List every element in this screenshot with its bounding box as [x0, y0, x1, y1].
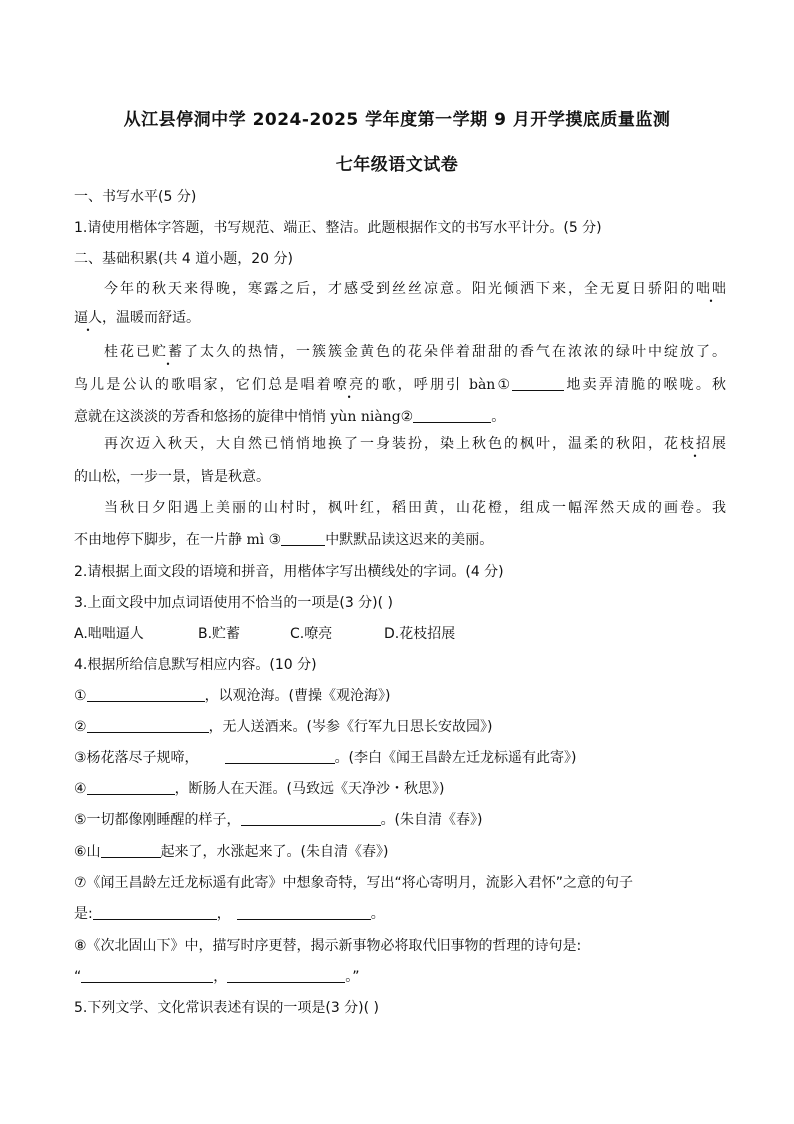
item-text: ① — [74, 688, 87, 704]
item-text: 。” — [345, 969, 360, 985]
answer-blank-3[interactable] — [281, 531, 325, 546]
passage-text: 鸟儿是公认的歌唱家，它们总是唱着 — [74, 377, 333, 393]
item-text: 起来了，水涨起来了。(朱自清《春》) — [160, 844, 389, 860]
question-5: 5.下列文学、文化常识表述有误的一项是(3 分)( ) — [74, 1000, 380, 1016]
passage-text: 的歌，呼朋引 bàn① — [365, 377, 513, 393]
answer-blank[interactable] — [101, 843, 161, 858]
item-text: 是: — [74, 906, 93, 922]
option-c[interactable]: C.嘹亮 — [290, 626, 333, 642]
passage-text: 今年的秋天来得晚，寒露之后，才感受到丝丝凉意。阳光倾洒下来，全无夏日骄阳的 — [104, 281, 696, 297]
passage-p2-line1 — [104, 342, 726, 362]
q4-item-1 — [74, 686, 734, 706]
passage-p2-line2 — [74, 375, 726, 395]
passage-p3-line1 — [104, 434, 726, 454]
option-b[interactable]: B.贮蓄 — [198, 626, 241, 642]
passage-text: 。 — [491, 409, 506, 425]
answer-blank[interactable] — [241, 811, 381, 826]
item-text: ⑥山 — [74, 844, 101, 860]
item-text: ， — [213, 969, 228, 985]
item-text: ② — [74, 719, 87, 735]
q4-item-7-line1: ⑦《闻王昌龄左迁龙标遥有此寄》中想象奇特，写出“将心寄明月，流影入君怀”之意的句子 — [74, 875, 634, 891]
q4-item-6 — [74, 842, 734, 862]
item-text: 。(朱自清《春》) — [380, 812, 483, 828]
passage-text: 地卖弄清脆的喉咙。秋 — [564, 377, 727, 393]
q4-item-7-line2 — [74, 904, 734, 924]
item-text: ⑤一切都像刚睡醒的样子， — [74, 812, 241, 828]
option-d[interactable]: D.花枝招展 — [384, 626, 456, 642]
item-text: ④ — [74, 781, 87, 797]
question-3-options — [74, 624, 734, 644]
answer-blank[interactable] — [237, 905, 371, 920]
passage-text: 意就在这淡淡的芳香和悠扬的旋律中悄悄 yùn niàng② — [74, 409, 414, 425]
q4-item-8-line1: ⑧《次北固山下》中，描写时序更替，揭示新事物必将取代旧事物的哲理的诗句是: — [74, 938, 582, 954]
passage-p4-line1: 当秋日夕阳遇上美丽的山村时，枫叶红，稻田黄，山花橙，组成一幅浑然天成的画卷。我 — [104, 500, 726, 516]
passage-p2-line3 — [74, 407, 726, 427]
q4-item-8-line2 — [74, 967, 734, 987]
answer-blank[interactable] — [93, 905, 217, 920]
question-3: 3.上面文段中加点词语使用不恰当的一项是(3 分)( ) — [74, 595, 394, 611]
item-text: “ — [74, 969, 82, 985]
item-text: 。(李白《闻王昌龄左迁龙标遥有此寄》) — [334, 750, 577, 766]
dotted-word: 嘹亮 — [332, 377, 366, 393]
q4-item-2 — [74, 717, 734, 737]
dotted-word: 咄咄 — [696, 281, 726, 297]
item-text: ，无人送酒来。(岑参《行军九日思长安故园》) — [208, 719, 493, 735]
dotted-word: 逼人 — [74, 310, 102, 326]
question-1: 1.请使用楷体字答题，书写规范、端正、整洁。此题根据作文的书写水平计分。(5 分) — [74, 220, 602, 236]
answer-blank[interactable] — [87, 687, 205, 702]
item-text: ，以观沧海。(曹操《观沧海》) — [204, 688, 391, 704]
section2-heading: 二、基础积累(共 4 道小题，20 分) — [74, 251, 293, 267]
item-text: ③杨花落尽子规啼， — [74, 750, 199, 766]
dotted-word: 花枝招展 — [664, 436, 726, 452]
answer-blank[interactable] — [227, 968, 345, 983]
q4-item-4 — [74, 779, 734, 799]
passage-text: 桂花已 — [104, 344, 152, 360]
passage-p1-line1 — [104, 279, 726, 299]
passage-p3-line2: 的山松，一步一景，皆是秋意。 — [74, 469, 270, 485]
answer-blank[interactable] — [81, 968, 213, 983]
passage-text: 中默默品读这迟来的美丽。 — [325, 532, 494, 548]
dotted-word: 贮蓄 — [152, 344, 184, 360]
option-a[interactable]: A.咄咄逼人 — [74, 626, 144, 642]
passage-text: ，温暖而舒适。 — [102, 310, 200, 326]
exam-title: 从江县停洞中学 2024-2025 学年度第一学期 9 月开学摸底质量监测 — [123, 110, 671, 130]
passage-text: 再次迈入秋天，大自然已悄悄地换了一身装扮，染上秋色的枫叶，温柔的秋阳， — [104, 436, 664, 452]
passage-text: 不由地停下脚步，在一片静 mì ③ — [74, 532, 282, 548]
q4-item-3 — [74, 748, 734, 768]
question-2: 2.请根据上面文段的语境和拼音，用楷体字写出横线处的字词。(4 分) — [74, 564, 504, 580]
question-4: 4.根据所给信息默写相应内容。(10 分) — [74, 657, 317, 673]
item-text: ，断肠人在天涯。(马致远《天净沙・秋思》) — [174, 781, 445, 797]
passage-text: 了太久的热情，一簇簇金黄色的花朵伴着甜甜的香气在浓浓的绿叶中绽放了。 — [184, 344, 726, 360]
answer-blank[interactable] — [87, 718, 209, 733]
section1-heading: 一、书写水平(5 分) — [74, 189, 197, 205]
q4-item-5 — [74, 810, 734, 830]
exam-subtitle: 七年级语文试卷 — [335, 155, 459, 175]
item-text: 。 — [370, 906, 385, 922]
answer-blank-1[interactable] — [512, 376, 564, 391]
answer-blank-2[interactable] — [413, 408, 491, 423]
answer-blank[interactable] — [225, 749, 335, 764]
item-text: ， — [216, 906, 231, 922]
passage-p1-line2 — [74, 308, 726, 328]
answer-blank[interactable] — [87, 780, 175, 795]
passage-p4-line2 — [74, 530, 726, 550]
